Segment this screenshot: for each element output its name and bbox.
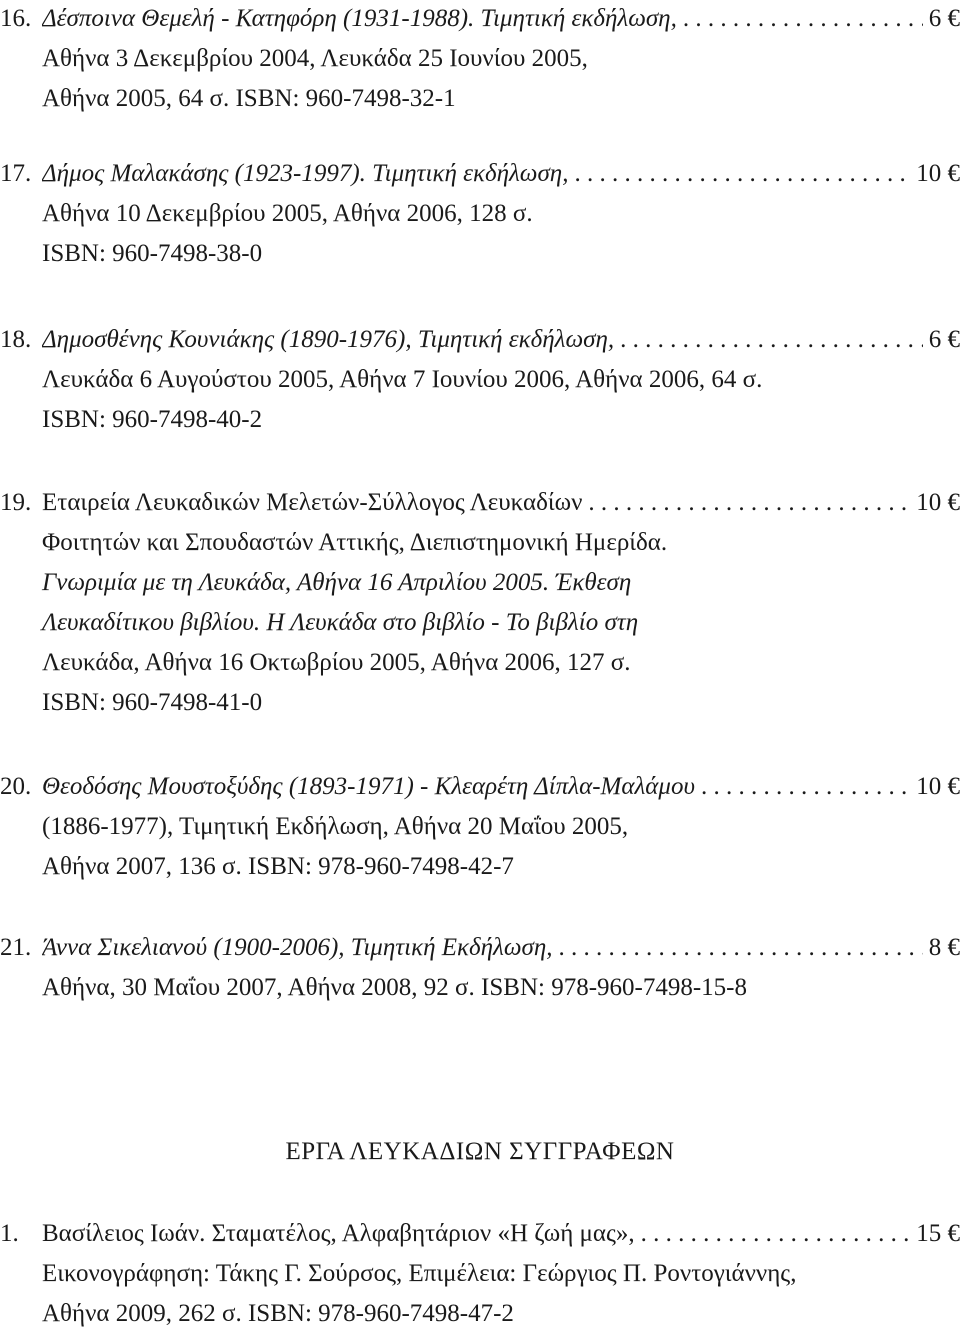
- entry-detail-text: ISBN: 960-7498-40-2: [42, 406, 263, 433]
- section-heading: ΕΡΓΑ ΛΕΥΚΑΔΙΩΝ ΣΥΓΓΡΑΦΕΩΝ: [285, 1138, 675, 1165]
- entry-detail-line: [0, 523, 960, 563]
- dot-leader: [568, 154, 910, 194]
- entry-detail-line: [0, 79, 960, 119]
- entry-first-line: [0, 320, 960, 360]
- entry-price: 8 €: [928, 934, 960, 961]
- entry-first-line: [0, 1214, 960, 1254]
- catalog-entry-19: [0, 483, 960, 723]
- entry-detail-line: [0, 807, 960, 847]
- entry-detail-line: [0, 847, 960, 887]
- entry-number: 17.: [0, 160, 32, 187]
- entry-first-line: [0, 0, 960, 39]
- entry-price: 6 €: [928, 5, 960, 32]
- entry-detail-text: Λευκάδα, Αθήνα 16 Οκτωβρίου 2005, Αθήνα 2006, 127 σ.: [42, 649, 631, 676]
- entry-detail-line: [0, 968, 960, 1008]
- entry-number: 1.: [0, 1220, 19, 1247]
- catalog-entry-21: [0, 928, 960, 1008]
- entry-detail-line: [0, 39, 960, 79]
- entry-price: 10 €: [916, 160, 960, 187]
- entry-detail-text: Αθήνα 3 Δεκεμβρίου 2004, Λευκάδα 25 Ιουνίου 2005,: [42, 45, 588, 72]
- entry-number: 18.: [0, 326, 32, 353]
- entry-number: 21.: [0, 934, 32, 961]
- entry-first-line: [0, 928, 960, 968]
- catalog-entry-20: [0, 767, 960, 887]
- entry-detail-text: Αθήνα 10 Δεκεμβρίου 2005, Αθήνα 2006, 128 σ.: [42, 200, 533, 227]
- entry-title: Δέσποινα Θεμελή - Κατηφόρη (1931-1988). Τιμητική εκδήλωση,: [42, 5, 677, 32]
- entry-number: 19.: [0, 489, 32, 516]
- entry-detail-text: Λευκαδίτικου βιβλίου. Η Λευκάδα στο βιβλίο - Το βιβλίο στη: [42, 609, 639, 636]
- entry-price: 10 €: [916, 489, 960, 516]
- entry-detail-text: Αθήνα, 30 Μαΐου 2007, Αθήνα 2008, 92 σ. ISBN: 978-960-7498-15-8: [42, 974, 747, 1001]
- catalog-entry-16: [0, 0, 960, 119]
- entry-title: Δημοσθένης Κουνιάκης (1890-1976), Τιμητική εκδήλωση,: [42, 326, 615, 353]
- entry-price: 6 €: [928, 326, 960, 353]
- entry-price: 15 €: [916, 1220, 960, 1247]
- dot-leader: [614, 320, 923, 360]
- dot-leader: [553, 928, 923, 968]
- section-entry-1: [0, 1214, 960, 1334]
- entry-detail-line: [0, 643, 960, 683]
- entry-detail-text: Γνωριμία με τη Λευκάδα, Αθήνα 16 Απριλίου 2005. Έκθεση: [42, 569, 632, 596]
- entry-detail-line: [0, 400, 960, 440]
- entry-detail-line: [0, 360, 960, 400]
- entry-price: 10 €: [916, 773, 960, 800]
- entry-detail-line: [0, 194, 960, 234]
- dot-leader: [695, 767, 910, 807]
- entry-first-line: [0, 483, 960, 523]
- entry-title: Βασίλειος Ιωάν. Σταματέλος, Αλφαβητάριον «Η ζωή μας»,: [42, 1220, 635, 1247]
- entry-number: 16.: [0, 5, 32, 32]
- entry-title: Εταιρεία Λευκαδικών Μελετών-Σύλλογος Λευκαδίων: [42, 489, 583, 516]
- entry-detail-text: Αθήνα 2005, 64 σ. ISBN: 960-7498-32-1: [42, 85, 456, 112]
- entry-detail-line: [0, 1254, 960, 1294]
- entry-title: Θεοδόσης Μουστοξύδης (1893-1971) - Κλεαρέτη Δίπλα-Μαλάμου: [42, 773, 695, 800]
- entry-detail-text: Αθήνα 2007, 136 σ. ISBN: 978-960-7498-42-7: [42, 853, 514, 880]
- entry-detail-text: ISBN: 960-7498-38-0: [42, 240, 263, 267]
- entry-first-line: [0, 767, 960, 807]
- entry-detail-line: [0, 1294, 960, 1334]
- entry-detail-line: [0, 603, 960, 643]
- entry-detail-text: Φοιτητών και Σπουδαστών Αττικής, Διεπιστημονική Ημερίδα.: [42, 529, 668, 556]
- catalog-entry-18: [0, 320, 960, 440]
- entry-detail-line: [0, 234, 960, 274]
- entry-title: Άννα Σικελιανού (1900-2006), Τιμητική Εκδήλωση,: [42, 934, 553, 961]
- entry-detail-text: Εικονογράφηση: Τάκης Γ. Σούρσος, Επιμέλεια: Γεώργιος Π. Ροντογιάννης,: [42, 1260, 797, 1287]
- entry-first-line: [0, 154, 960, 194]
- entry-detail-line: [0, 683, 960, 723]
- entry-detail-text: Αθήνα 2009, 262 σ. ISBN: 978-960-7498-47-2: [42, 1300, 514, 1327]
- dot-leader: [677, 0, 923, 39]
- entry-detail-line: [0, 563, 960, 603]
- dot-leader: [582, 483, 910, 523]
- catalog-entry-17: [0, 154, 960, 274]
- entry-number: 20.: [0, 773, 32, 800]
- entry-detail-text: Λευκάδα 6 Αυγούστου 2005, Αθήνα 7 Ιουνίου 2006, Αθήνα 2006, 64 σ.: [42, 366, 763, 393]
- entry-detail-text: (1886-1977), Τιμητική Εκδήλωση, Αθήνα 20 Μαΐου 2005,: [42, 813, 629, 840]
- entry-detail-text: ISBN: 960-7498-41-0: [42, 689, 263, 716]
- dot-leader: [635, 1214, 911, 1254]
- entry-title: Δήμος Μαλακάσης (1923-1997). Τιμητική εκδήλωση,: [42, 160, 569, 187]
